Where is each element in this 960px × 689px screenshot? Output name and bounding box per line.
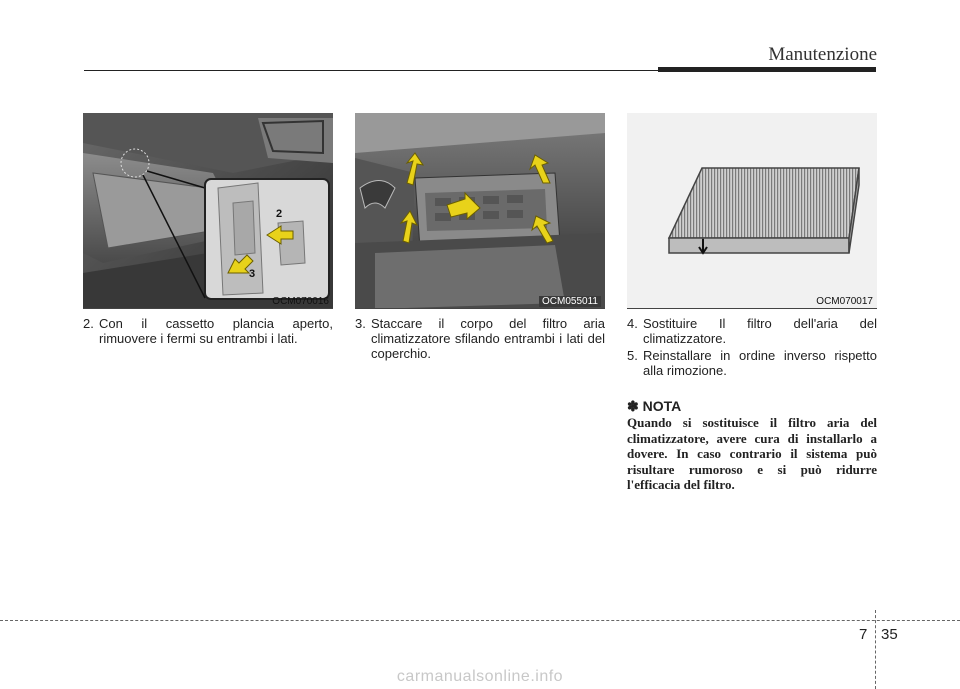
figure-glovebox xyxy=(83,113,333,309)
step-2: 2. Con il cassetto plancia aperto, rimuovere i fermi su entrambi i lati. xyxy=(83,316,333,346)
callout-3: 3 xyxy=(249,268,256,280)
figure-code: OCM070017 xyxy=(816,296,873,307)
note-title: ✽ NOTA xyxy=(627,398,682,414)
step-4: 4. Sostituire Il filtro dell'aria del climatizzatore. xyxy=(627,316,877,346)
figure-code: OCM055011 xyxy=(539,296,601,307)
chapter-number: 7 xyxy=(859,626,868,643)
filter-housing-illustration xyxy=(355,113,605,309)
filter-element-illustration xyxy=(627,113,877,309)
figure-border xyxy=(355,308,605,309)
figure-code: OCM070016 xyxy=(272,296,329,307)
callout-2: 2 xyxy=(276,208,283,220)
figure-border xyxy=(83,308,333,309)
footer-rule xyxy=(0,620,960,621)
step-5: 5. Reinstallare in ordine inverso rispetto alla rimozione. xyxy=(627,348,877,378)
figure-filter-element xyxy=(627,113,877,309)
page-number: 35 xyxy=(881,626,898,643)
watermark: carmanualsonline.info xyxy=(396,668,564,685)
header-rule xyxy=(84,70,660,71)
note-body: Quando si sostituisce il filtro aria del climatizzatore, avere cura di installarlo a dovere. In caso contrario il sistema può risultare rumoroso e si può ridurre l'efficacia del filtro. xyxy=(627,415,877,492)
figure-filter-housing xyxy=(355,113,605,309)
header-rule-thick xyxy=(658,67,876,72)
section-title: Manutenzione xyxy=(768,44,877,65)
figure-border xyxy=(627,308,877,309)
step-3: 3. Staccare il corpo del filtro aria climatizzatore sfilando entrambi i lati del coperchio. xyxy=(355,316,605,361)
glovebox-illustration xyxy=(83,113,333,309)
